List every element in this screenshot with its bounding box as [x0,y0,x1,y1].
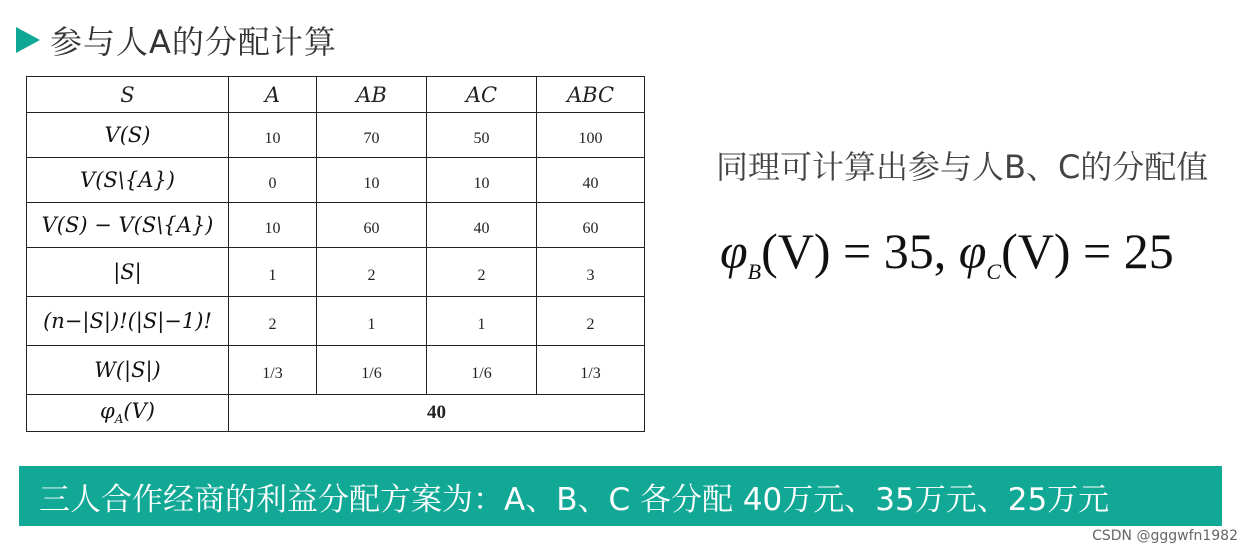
section-title [16,18,337,62]
cell-value: 10 [229,113,317,158]
cell-value: 1 [427,297,537,346]
cell-value: 60 [537,203,645,248]
header-cell: AB [317,77,427,113]
cell-value: 10 [427,158,537,203]
cell-value: 50 [427,113,537,158]
table-row [27,203,645,248]
table-header-row [27,77,645,113]
table-row [27,297,645,346]
table-row [27,113,645,158]
title-text: 参与人A的分配计算 [50,23,337,61]
cell-value: 2 [229,297,317,346]
cell-value: 1/6 [317,346,427,395]
result-label [27,395,229,432]
cell-value: 2 [537,297,645,346]
row-label: V(S\{A}) [27,158,229,203]
row-label: V(S) − V(S\{A}) [27,203,229,248]
shapley-table [26,76,645,432]
table-result-row [27,395,645,432]
cell-value: 2 [317,248,427,297]
conclusion-banner [19,466,1222,526]
formula-phi-c: φ [958,223,987,279]
result-phi: φ [100,399,115,424]
cell-value: 100 [537,113,645,158]
cell-value: 10 [317,158,427,203]
row-label: (n−|S|)!(|S|−1)! [27,297,229,346]
formula [720,222,1174,285]
formula-mid: (V) = 35, [761,223,959,279]
result-value: 40 [229,395,645,432]
formula-phi-b: φ [720,223,748,279]
formula-sub-b: B [747,259,762,284]
header-cell: AC [427,77,537,113]
result-sub: A [114,412,124,427]
banner-text: 三人合作经商的利益分配方案为：A、B、C 各分配 40万元、35万元、25万元 [39,481,1110,518]
table-row [27,248,645,297]
row-label: V(S) [27,113,229,158]
table-row [27,158,645,203]
cell-value: 1/3 [537,346,645,395]
formula-sub-c: C [986,259,1002,284]
cell-value: 10 [229,203,317,248]
cell-value: 3 [537,248,645,297]
watermark: CSDN @gggwfn1982 [1092,528,1238,544]
cell-value: 1/3 [229,346,317,395]
header-cell: ABC [537,77,645,113]
play-triangle-icon [16,27,40,53]
cell-value: 1 [229,248,317,297]
cell-value: 40 [427,203,537,248]
row-label: |S| [27,248,229,297]
formula-end: (V) = 25 [1001,223,1174,279]
cell-value: 70 [317,113,427,158]
cell-value: 40 [537,158,645,203]
cell-value: 0 [229,158,317,203]
row-label: W(|S|) [27,346,229,395]
cell-value: 60 [317,203,427,248]
note-text: 同理可计算出参与人B、C的分配值 [716,148,1209,186]
result-suffix: (V) [123,399,155,424]
header-cell: A [229,77,317,113]
header-cell: S [27,77,229,113]
cell-value: 1 [317,297,427,346]
cell-value: 2 [427,248,537,297]
table-row [27,346,645,395]
cell-value: 1/6 [427,346,537,395]
